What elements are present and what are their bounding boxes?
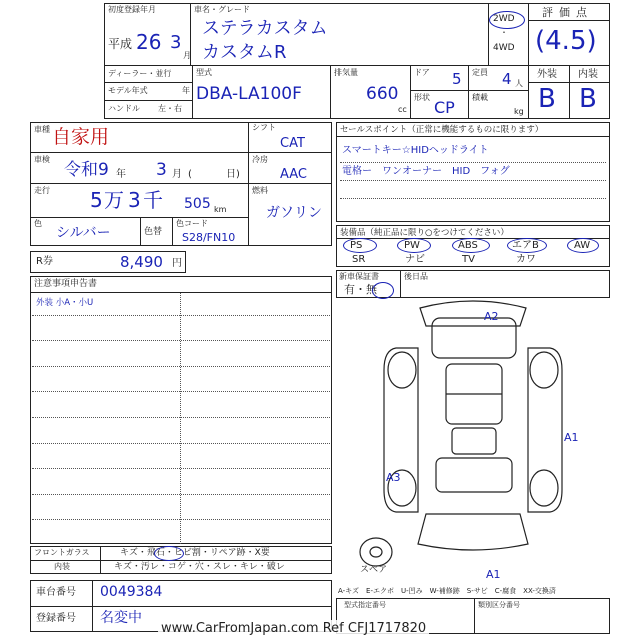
color-code: S28/FN10 — [182, 231, 236, 244]
equip-navi: ナビ — [405, 254, 425, 265]
warranty-label: 新車保証書 — [339, 272, 379, 281]
wheel-fr — [530, 352, 558, 388]
load-unit: kg — [514, 107, 524, 116]
km-unit: km — [214, 205, 227, 214]
shape-label: 形状 — [414, 93, 430, 102]
mileage-man: 万 — [104, 188, 124, 212]
exterior-label: 外装 — [537, 69, 557, 80]
mileage-man-num: 5 — [90, 188, 103, 212]
era: 平成 — [108, 37, 133, 51]
selling-line-1: スマートキー☆HIDヘッドライト — [342, 145, 489, 156]
door-label: ドア — [414, 68, 430, 77]
displacement-label: 排気量 — [334, 68, 358, 77]
mark-a1-right: A1 — [564, 431, 579, 444]
diagram-left-side — [384, 348, 418, 512]
doors: 5 — [452, 70, 462, 88]
damage-legend: A-キズ E-エクボ U-凹み W-補修跡 S-サビ C-腐食 XX-交換済 — [338, 587, 556, 595]
inspection-label: 車検 — [34, 155, 50, 164]
grade: カスタムR — [202, 42, 287, 63]
recycle-label: R券 — [36, 256, 53, 267]
category-label: 車種 — [34, 125, 50, 134]
model-code: DBA-LA100F — [196, 84, 302, 104]
inspection-era: 令和9 — [64, 160, 109, 180]
front-glass-options: キズ・飛石・ヒビ割・リペア跡・X要 — [120, 548, 270, 558]
notes-box — [30, 276, 332, 544]
chassis-label: 車台番号 — [36, 587, 76, 598]
warranty-options: 有・無 — [344, 283, 377, 296]
mark-a3: A3 — [386, 471, 401, 484]
month-unit: 月 — [183, 51, 191, 60]
reg-label: 登録番号 — [36, 613, 76, 624]
ac: AAC — [280, 167, 307, 182]
selling-line-2: 電格ー ワンオーナー HID フォグ — [342, 166, 510, 177]
car-diagram — [336, 300, 610, 582]
load-label: 積載 — [472, 93, 488, 102]
small-label-1: 型式指定番号 — [344, 601, 386, 609]
first-reg-year: 26 — [136, 30, 162, 54]
equip-leather: カワ — [516, 254, 536, 265]
watermark: www.CarFromJapan.com Ref CFJ1717820 — [158, 620, 429, 638]
recycle-amount: 8,490 — [120, 253, 163, 271]
mileage-label: 走行 — [34, 186, 50, 195]
inspection-year-unit: 年 — [116, 169, 126, 180]
mileage-sen: 千 — [143, 188, 163, 212]
fuel-label: 燃料 — [252, 186, 268, 195]
capacity-label: 定員 — [472, 68, 488, 77]
chassis-number: 0049384 — [100, 584, 163, 600]
equip-pw: PW — [404, 240, 420, 251]
model-year-label: モデル年式 — [108, 86, 148, 95]
fuel: ガソリン — [266, 205, 322, 221]
inspection-day-unit: 日) — [226, 169, 240, 180]
manual-label: 後日品 — [404, 272, 428, 281]
capacity: 4 — [502, 70, 512, 88]
dealer-label: ディーラー・並行 — [108, 69, 172, 78]
car-name-label: 車名・グレード — [194, 5, 250, 14]
mileage-rest: 505 — [184, 196, 211, 212]
repaint-label: 色替 — [144, 227, 163, 237]
reg-number: 名変中 — [100, 610, 142, 626]
score-value: (4.5) — [535, 26, 597, 56]
interior-label: 内装 — [578, 69, 598, 80]
first-reg-label: 初度登録年月 — [108, 5, 156, 14]
equip-sr: SR — [352, 254, 366, 265]
yen-unit: 円 — [172, 258, 182, 269]
color-code-label: 色コード — [176, 219, 208, 228]
wheel-rr — [530, 470, 558, 506]
equip-ps: PS — [350, 240, 363, 251]
interior-grade: B — [579, 84, 597, 114]
handle-label: ハンドル — [108, 104, 140, 113]
notes-line-1: 外装 小A・小U — [36, 298, 94, 308]
capacity-unit: 人 — [515, 79, 523, 88]
car-name: ステラカスタム — [202, 18, 328, 39]
inspection-month-unit: 月 — [172, 169, 182, 180]
shift: CAT — [280, 136, 305, 151]
equip-aw: AW — [574, 240, 591, 251]
interior-cond-label: 内装 — [54, 562, 70, 571]
ac-label: 冷房 — [252, 155, 268, 164]
score-label: 評価点 — [542, 6, 593, 19]
color: シルバー — [56, 225, 111, 241]
mark-a2: A2 — [484, 310, 499, 323]
spare-label: スペア — [360, 565, 388, 575]
interior-cond-options: キズ・汚レ・コゲ・穴・スレ・キレ・破レ — [114, 562, 285, 572]
shape: CP — [434, 98, 455, 117]
mileage-sen-num: 3 — [128, 188, 141, 212]
model-year-unit: 年 — [182, 86, 190, 95]
selling-label: セールスポイント（正常に機能するものに限ります） — [340, 125, 544, 135]
diagram-right-side — [528, 348, 562, 512]
diagram-front — [420, 301, 526, 326]
color-label: 色 — [34, 219, 42, 228]
wheel-fl — [388, 352, 416, 388]
equip-airbag: エアB — [512, 240, 539, 251]
cc-unit: cc — [398, 105, 407, 114]
exterior-grade: B — [538, 84, 556, 114]
equip-tv: TV — [462, 254, 475, 265]
handle-options: 左・右 — [158, 104, 182, 113]
diagram-hood — [432, 318, 516, 358]
drive-2wd: 2WD — [493, 14, 515, 24]
inspection-month: 3 — [156, 160, 167, 180]
first-reg-month: 3 — [170, 32, 182, 53]
diagram-trunk — [436, 458, 512, 492]
shift-label: シフト — [252, 123, 276, 132]
drive-dot: ・ — [500, 28, 508, 37]
spare-tire — [360, 538, 392, 566]
category: 自家用 — [52, 126, 110, 148]
small-label-2: 類別区分番号 — [478, 601, 520, 609]
mark-a1-bottom: A1 — [486, 568, 501, 581]
inspection-day-paren: ( — [188, 169, 192, 180]
displacement: 660 — [366, 84, 399, 104]
model-label: 型式 — [196, 68, 212, 77]
front-glass-label: フロントガラス — [34, 548, 90, 557]
drive-4wd: 4WD — [493, 43, 515, 53]
diagram-rear — [418, 514, 528, 550]
equip-abs: ABS — [458, 240, 478, 251]
equipment-label: 装備品（純正品に限り○をつけてください） — [340, 228, 509, 238]
notes-label: 注意事項申告書 — [34, 279, 98, 289]
